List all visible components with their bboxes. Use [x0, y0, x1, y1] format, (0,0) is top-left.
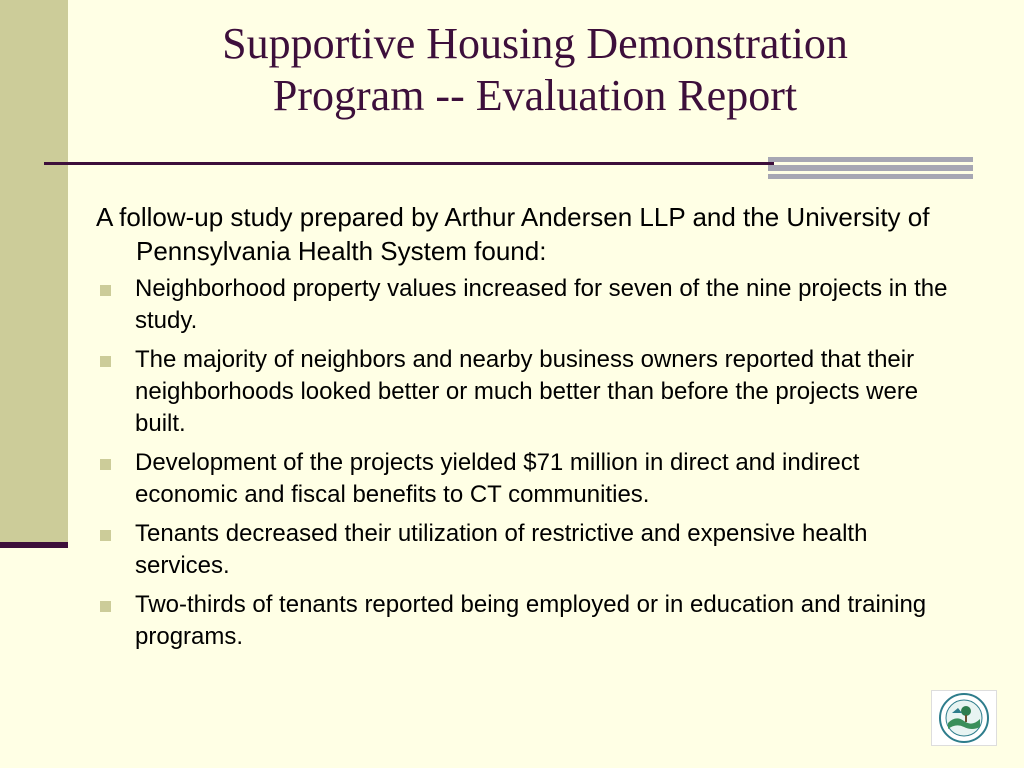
bullet-item [96, 273, 956, 337]
bullet-item [96, 589, 956, 653]
square-bullet-icon [100, 530, 111, 541]
slide-body [96, 200, 956, 660]
slide-title [100, 18, 970, 122]
title-line-2: Program -- Evaluation Report [272, 71, 798, 120]
square-bullet-icon [100, 601, 111, 612]
side-band [0, 0, 68, 545]
square-bullet-icon [100, 459, 111, 470]
bullet-text: The majority of neighbors and nearby business owners reported that their neighborhoods looked better or much better than before the projects were built. [135, 346, 919, 437]
square-bullet-icon [100, 356, 111, 367]
title-divider-bars [768, 157, 973, 179]
bullet-text: Development of the projects yielded $71 million in direct and indirect economic and fiscal benefits to CT communities. [135, 449, 860, 508]
title-line-1: Supportive Housing Demonstration [222, 19, 848, 68]
bullet-item [96, 518, 956, 582]
bullet-list [96, 273, 956, 653]
intro-text: A follow-up study prepared by Arthur Andersen LLP and the University of Pennsylvania Health System found: [96, 202, 930, 266]
bullet-item [96, 344, 956, 440]
side-accent-bar [0, 542, 68, 548]
square-bullet-icon [100, 285, 111, 296]
bullet-item [96, 447, 956, 511]
bullet-text: Tenants decreased their utilization of restrictive and expensive health services. [135, 520, 868, 579]
housing-seal-logo-icon [931, 690, 997, 746]
bullet-text: Neighborhood property values increased for seven of the nine projects in the study. [135, 275, 948, 334]
title-divider [44, 162, 774, 165]
bullet-text: Two-thirds of tenants reported being employed or in education and training programs. [135, 591, 927, 650]
